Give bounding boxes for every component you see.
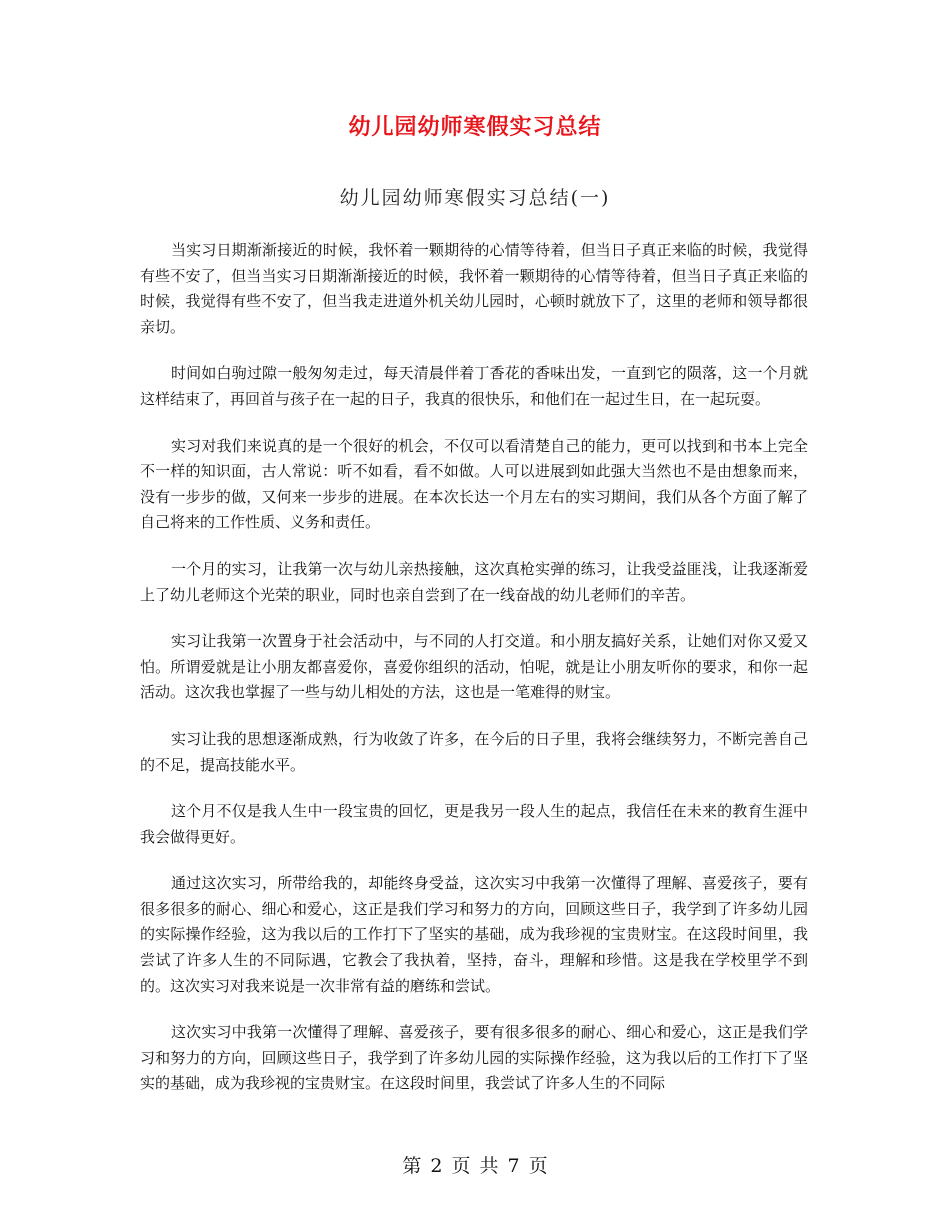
footer-total-word: 共 (479, 1155, 499, 1177)
footer-page-word: 页 (451, 1155, 471, 1177)
document-title: 幼儿园幼师寒假实习总结 (348, 114, 602, 140)
paragraph-3: 实习对我们来说真的是一个很好的机会，不仅可以看清楚自己的能力，更可以找到和书本上完全不一样的知识面，古人常说：听不如看，看不如做。人可以进展到如此强大当然也不是由想象而来，没有一步步的做，又何来一步步的进展。在本次长达一个月左右的实习期间，我们从各个方面了解了自己将来的工作性质、义务和责任。 (140, 436, 808, 532)
page-number-footer (0, 1151, 950, 1178)
paragraph-7: 这个月不仅是我人生中一段宝贵的回忆，更是我另一段人生的起点，我信任在未来的教育生涯中我会做得更好。 (140, 802, 808, 846)
footer-total-pages: 7 (507, 1155, 520, 1177)
paragraph-6: 实习让我的思想逐渐成熟，行为收敛了许多，在今后的日子里，我将会继续努力，不断完善自己的不足，提高技能水平。 (140, 729, 808, 774)
footer-current-page: 2 (430, 1155, 443, 1177)
paragraph-8: 通过这次实习，所带给我的，却能终身受益，这次实习中我第一次懂得了理解、喜爱孩子，要有很多很多的耐心、细心和爱心，这正是我们学习和努力的方向，回顾这些日子，我学到了许多幼儿园的实际操作经验，这为我以后的工作打下了坚实的基础，成为我珍视的宝贵财宝。在这段时间里，我尝试了许多人生的不同际遇，它教会了我执着，坚持，奋斗，理解和珍惜。这是我在学校里学不到的。这次实习对我来说是一次非常有益的磨练和尝试。 (140, 874, 808, 995)
section-subtitle: 幼儿园幼师寒假实习总结(一) (339, 187, 611, 209)
paragraph-9: 这次实习中我第一次懂得了理解、喜爱孩子，要有很多很多的耐心、细心和爱心，这正是我们学习和努力的方向，回顾这些日子，我学到了许多幼儿园的实际操作经验，这为我以后的工作打下了坚实的基础，成为我珍视的宝贵财宝。在这段时间里，我尝试了许多人生的不同际 (140, 1023, 808, 1093)
paragraph-1: 当实习日期渐渐接近的时候，我怀着一颗期待的心情等待着，但当日子真正来临的时候，我觉得有些不安了，但当当实习日期渐渐接近的时候，我怀着一颗期待的心情等待着，但当日子真正来临的时候，我觉得有些不安了，但当我走进道外机关幼儿园时，心顿时就放下了，这里的老师和领导都很亲切。 (140, 241, 808, 336)
footer-page-prefix: 第 (402, 1155, 422, 1177)
paragraph-5: 实习让我第一次置身于社会活动中，与不同的人打交道。和小朋友搞好关系，让她们对你又爱又怕。所谓爱就是让小朋友都喜爱你，喜爱你组织的活动，怕呢，就是让小朋友听你的要求，和你一起活动。这次我也掌握了一些与幼儿相处的方法，这也是一笔难得的财宝。 (140, 632, 808, 702)
footer-page-suffix: 页 (528, 1155, 548, 1177)
paragraph-4: 一个月的实习，让我第一次与幼儿亲热接触，这次真枪实弹的练习，让我受益匪浅，让我逐渐爱上了幼儿老师这个光荣的职业，同时也亲自尝到了在一线奋战的幼儿老师们的辛苦。 (140, 559, 808, 604)
paragraph-2: 时间如白驹过隙一般匆匆走过，每天清晨伴着丁香花的香味出发，一直到它的陨落，这一个月就这样结束了，再回首与孩子在一起的日子，我真的很快乐，和他们在一起过生日，在一起玩耍。 (140, 364, 808, 408)
body-text (140, 238, 808, 1118)
